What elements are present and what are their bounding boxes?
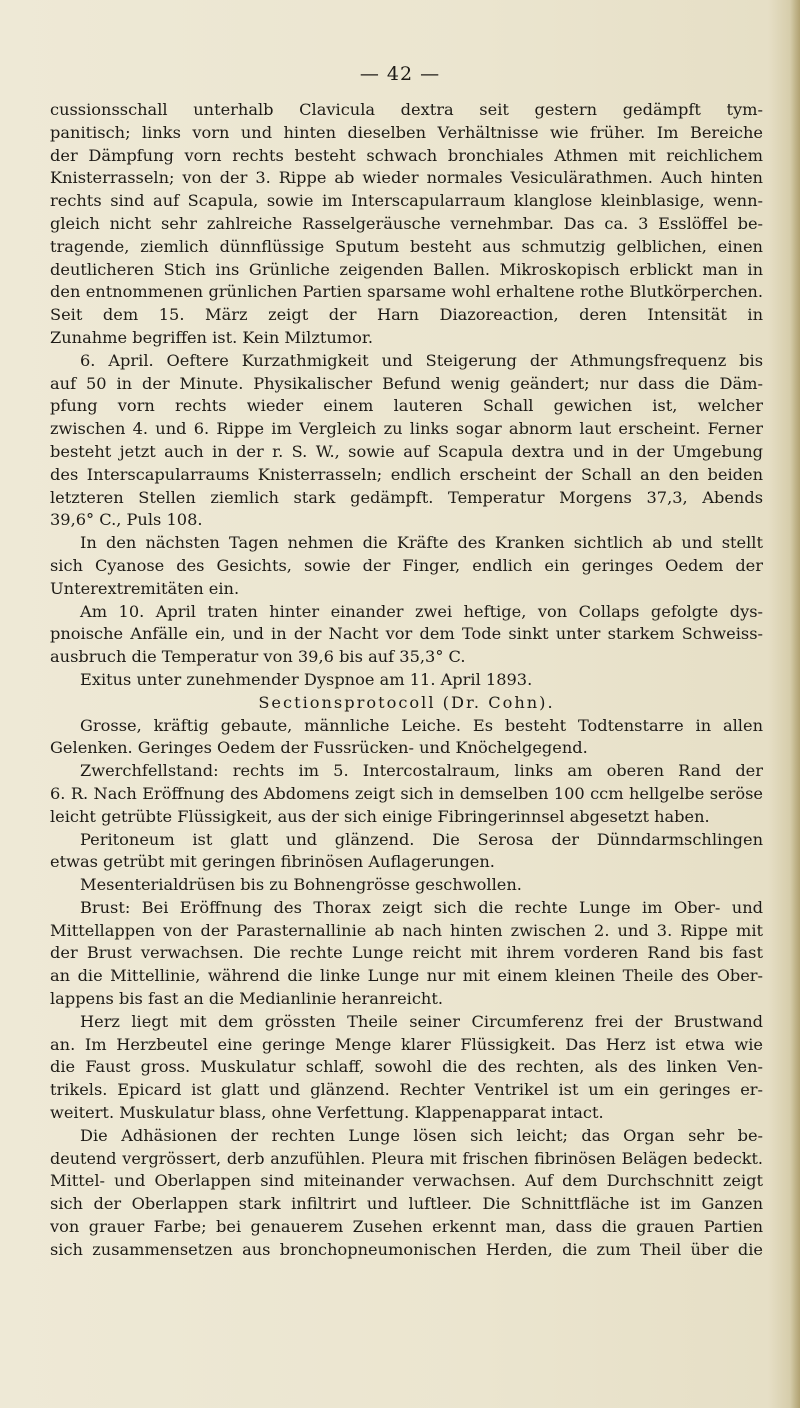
text-line: den entnommenen grünlichen Partien sparsame wohl erhaltene rothe Blutkörperchen. — [50, 282, 763, 302]
text-line: sich zusammensetzen aus bronchopneumonischen Herden, die zum Theil über die — [50, 1239, 763, 1259]
text-line: etwas getrübt mit geringen fibrinösen Auflagerungen. — [50, 852, 495, 872]
text-line: Knisterrasseln; von der 3. Rippe ab wieder normales Vesiculärathmen. Auch hinten — [50, 168, 763, 188]
text-line: Grosse, kräftig gebaute, männliche Leiche. Es besteht Todtenstarre in allen — [80, 715, 763, 735]
text-line: zwischen 4. und 6. Rippe im Vergleich zu links sogar abnorm laut erscheint. Ferner — [50, 419, 763, 439]
text-line: von grauer Farbe; bei genauerem Zusehen erkennt man, dass die grauen Partien — [50, 1217, 763, 1237]
text-line: Brust: Bei Eröffnung des Thorax zeigt sich die rechte Lunge im Ober- und — [80, 897, 763, 917]
text-line: sich Cyanose des Gesichts, sowie der Finger, endlich ein geringes Oedem der — [50, 555, 763, 575]
text-line: Exitus unter zunehmender Dyspnoe am 11. April 1893. — [80, 669, 533, 689]
section-heading: Sectionsprotocoll (Dr. Cohn). — [258, 692, 555, 712]
text-line: In den nächsten Tagen nehmen die Kräfte des Kranken sichtlich ab und stellt — [80, 533, 763, 553]
text-line: leicht getrübte Flüssigkeit, aus der sich einige Fibringerinnsel abgesetzt haben. — [50, 806, 710, 826]
text-line: trikels. Epicard ist glatt und glänzend. Rechter Ventrikel ist um ein geringes er- — [50, 1080, 763, 1100]
page-edge-shadow — [790, 0, 800, 1408]
text-line: die Faust gross. Muskulatur schlaff, sowohl die des rechten, als des linken Ven- — [50, 1057, 763, 1077]
text-line: Die Adhäsionen der rechten Lunge lösen sich leicht; das Organ sehr be- — [80, 1125, 763, 1145]
page-number: — 42 — — [359, 63, 441, 85]
text-line: deutend vergrössert, derb anzufühlen. Pleura mit frischen fibrinösen Belägen bedeckt. — [50, 1148, 763, 1168]
text-line: rechts sind auf Scapula, sowie im Interscapularraum klanglose kleinblasige, wenn- — [50, 191, 763, 211]
text-line: panitisch; links vorn und hinten dieselben Verhältnisse wie früher. Im Bereiche — [50, 122, 763, 142]
text-line: 39,6° C., Puls 108. — [50, 510, 203, 530]
text-line: pnoische Anfälle ein, und in der Nacht vor dem Tode sinkt unter starkem Schweiss- — [50, 624, 763, 644]
text-line: Unterextremitäten ein. — [50, 578, 240, 598]
text-line: Mittellappen von der Parasternallinie ab nach hinten zwischen 2. und 3. Rippe mit — [50, 920, 763, 940]
text-line: letzteren Stellen ziemlich stark gedämpft. Temperatur Morgens 37,3, Abends — [50, 487, 763, 507]
text-line: weitert. Muskulatur blass, ohne Verfettung. Klappenapparat intact. — [50, 1103, 604, 1123]
text-line: an die Mittellinie, während die linke Lunge nur mit einem kleinen Theile des Ober- — [50, 966, 763, 986]
text-line: an. Im Herzbeutel eine geringe Menge klarer Flüssigkeit. Das Herz ist etwa wie — [50, 1034, 763, 1054]
text-line: Seit dem 15. März zeigt der Harn Diazoreaction, deren Intensität in — [50, 305, 763, 325]
text-line: pfung vorn rechts wieder einem lauteren Schall gewichen ist, welcher — [50, 396, 763, 416]
text-line: 6. April. Oeftere Kurzathmigkeit und Steigerung der Athmungsfrequenz bis — [80, 350, 763, 370]
text-line: Mittel- und Oberlappen sind miteinander verwachsen. Auf dem Durchschnitt zeigt — [50, 1171, 763, 1191]
text-line: Zunahme begriffen ist. Kein Milztumor. — [50, 327, 373, 347]
text-line: auf 50 in der Minute. Physikalischer Befund wenig geändert; nur dass die Däm- — [50, 373, 763, 393]
text-line: Am 10. April traten hinter einander zwei heftige, von Collaps gefolgte dys- — [80, 601, 763, 621]
text-line: Gelenken. Geringes Oedem der Fussrücken- und Knöchelgegend. — [50, 738, 588, 758]
text-line: deutlicheren Stich ins Grünliche zeigenden Ballen. Mikroskopisch erblickt man in — [50, 259, 763, 279]
text-line: gleich nicht sehr zahlreiche Rasselgeräusche vernehmbar. Das ca. 3 Esslöffel be- — [50, 213, 763, 233]
text-line: Mesenterialdrüsen bis zu Bohnengrösse geschwollen. — [80, 875, 522, 895]
text-line: ausbruch die Temperatur von 39,6 bis auf 35,3° C. — [50, 647, 466, 667]
text-line: des Interscapularraums Knisterrasseln; endlich erscheint der Schall an den beiden — [50, 464, 763, 484]
text-line: besteht jetzt auch in der r. S. W., sowie auf Scapula dextra und in der Umgebung — [50, 441, 763, 461]
text-line: der Dämpfung vorn rechts besteht schwach bronchiales Athmen mit reichlichem — [50, 145, 763, 165]
text-line: der Brust verwachsen. Die rechte Lunge reicht mit ihrem vorderen Rand bis fast — [50, 943, 763, 963]
text-line: Zwerchfellstand: rechts im 5. Intercostalraum, links am oberen Rand der — [80, 761, 763, 781]
text-line: tragende, ziemlich dünnflüssige Sputum besteht aus schmutzig gelblichen, einen — [50, 236, 763, 256]
text-line: cussionsschall unterhalb Clavicula dextra seit gestern gedämpft tym- — [50, 100, 763, 119]
text-line: Peritoneum ist glatt und glänzend. Die Serosa der Dünndarmschlingen — [80, 829, 763, 849]
text-line: 6. R. Nach Eröffnung des Abdomens zeigt sich in demselben 100 ccm hellgelbe seröse — [50, 783, 763, 803]
body-text — [50, 99, 763, 1262]
text-line: sich der Oberlappen stark infiltrirt und luftleer. Die Schnittfläche ist im Ganzen — [50, 1194, 763, 1214]
text-line: Herz liegt mit dem grössten Theile seiner Circumferenz frei der Brustwand — [80, 1011, 763, 1031]
text-line: lappens bis fast an die Medianlinie heranreicht. — [50, 989, 443, 1009]
